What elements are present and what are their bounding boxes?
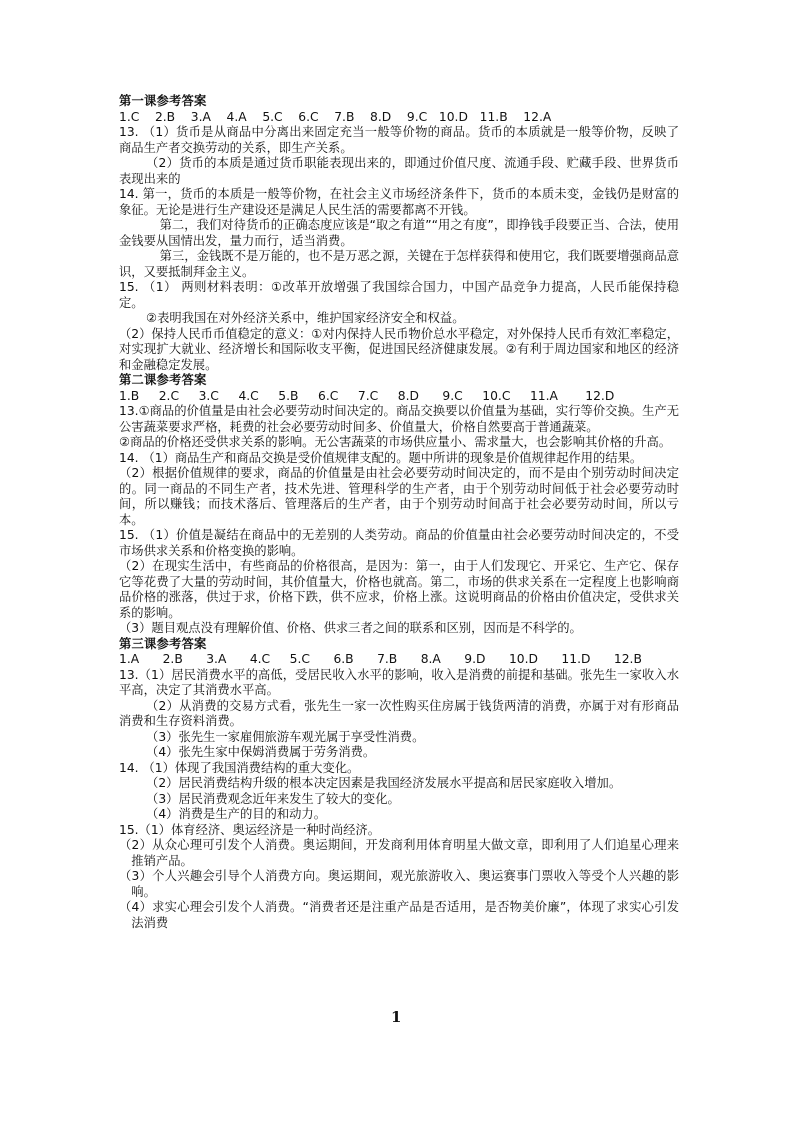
lesson3-q14-4: （4）消费是生产的目的和动力。 <box>146 807 327 821</box>
lesson2-q13-2: ②商品的价格还受供求关系的影响。无公害蔬菜的市场供应量小、需求量大，也会影响其价格的升高。 <box>119 435 672 449</box>
lesson1-q14-1: 14. 第一，货币的本质是一般等价物，在社会主义市场经济条件下，货币的本质未变，金钱仍是财富的象征。无论是进行生产建设还是满足人民生活的需要都离不开钱。 <box>119 187 679 217</box>
lesson2-q15-1: 15. （1）价值是凝结在商品中的无差别的人类劳动。商品的价值量由社会必要劳动时间决定的，不受市场供求关系和价格变换的影响。 <box>119 528 679 558</box>
lesson1-heading: 第一课参考答案 <box>119 94 207 108</box>
lesson3-q13-3: （3）张先生一家雇佣旅游车观光属于享受性消费。 <box>146 729 425 744</box>
lesson3-q14-3: （3）居民消费观念近年来发生了较大的变化。 <box>146 791 400 806</box>
lesson3-q13-1: 13.（1）居民消费水平的高低，受居民收入水平的影响，收入是消费的前提和基础。张先生一家收入水平高，决定了其消费水平高。 <box>119 667 679 697</box>
lesson3-q13-4: （4）张先生家中保姆消费属于劳务消费。 <box>146 745 376 759</box>
lesson1-q15-1b: ②表明我国在对外经济关系中，维护国家经济安全和权益。 <box>146 311 465 325</box>
lesson3-q15-4: （4）求实心理会引发个人消费。“消费者还是注重产品是否适用，是否物美价廉”，体现了求实心引发法消费 <box>119 900 679 930</box>
lesson3-heading: 第三课参考答案 <box>119 636 207 651</box>
lesson3-choice-answers: 1.A 2.B 3.A 4.C 5.C 6.B 7.B 8.A 9.D 10.D 11.D 12.B <box>119 652 642 666</box>
lesson1-choice-answers: 1.C 2.B 3.A 4.A 5.C 6.C 7.B 8.D 9.C 10.D 11.B 12.A <box>119 109 552 124</box>
lesson2-heading: 第二课参考答案 <box>119 373 207 387</box>
lesson1-q15-1: 15. （1） 两则材料表明：①改革开放增强了我国综合国力，中国产品竞争力提高，人民币能保持稳定。 <box>119 280 679 310</box>
lesson3-q15-1: 15.（1）体育经济、奥运经济是一种时尚经济。 <box>119 822 381 837</box>
page-number: 1 <box>391 1008 402 1026</box>
lesson1-q14-2: 第二，我们对待货币的正确态度应该是“取之有道”“用之有度”，即挣钱手段要正当、合法，使用金钱要从国情出发，量力而行，适当消费。 <box>119 218 679 248</box>
lesson1-q13-2: （2）货币的本质是通过货币职能表现出来的，即通过价值尺度、流通手段、贮藏手段、世界货币表现出来的 <box>119 156 679 186</box>
lesson1-q15-2: （2）保持人民币币值稳定的意义：①对内保持人民币物价总水平稳定，对外保持人民币有效汇率稳定，对实现扩大就业、经济增长和国际收支平衡，促进国民经济健康发展。②有利于周边国家和地区的经济和金融稳定发展。 <box>119 326 679 372</box>
lesson3-q13-2: （2）从消费的交易方式看，张先生一家一次性购买住房属于钱货两清的消费，亦属于对有形商品消费和生存资料消费。 <box>119 698 679 728</box>
lesson3-q15-2: （2）从众心理可引发个人消费。奥运期间，开发商利用体育明星大做文章，即利用了人们追星心理来推销产品。 <box>119 838 679 868</box>
lesson2-q14-2: （2）根据价值规律的要求，商品的价值量是由社会必要劳动时间决定的，而不是由个别劳动时间决定的。同一商品的不同生产者，技术先进、管理科学的生产者，由于个别劳动时间低于社会必要劳动时间，所以赚钱；而技术落后、管理落后的生产者，由于个别劳动时间高于社会必要劳动时间，所以亏本。 <box>119 466 679 527</box>
lesson2-choice-answers: 1.B 2.C 3.C 4.C 5.B 6.C 7.C 8.D 9.C 10.C 11.A 12.D <box>119 388 615 403</box>
lesson2-q15-3: （3）题目观点没有理解价值、价格、供求三者之间的联系和区别，因而是不科学的。 <box>119 621 582 635</box>
lesson3-q14-1: 14. （1）体现了我国消费结构的重大变化。 <box>119 760 360 775</box>
lesson1-q13-1: 13. （1）货币是从商品中分离出来固定充当一般等价物的商品。货币的本质就是一般等价物，反映了商品生产者交换劳动的关系，即生产关系。 <box>119 125 679 155</box>
lesson3-q14-2: （2）居民消费结构升级的根本决定因素是我国经济发展水平提高和居民家庭收入增加。 <box>146 776 622 790</box>
lesson3-q15-3: （3）个人兴趣会引导个人消费方向。奥运期间，观光旅游收入、奥运赛事门票收入等受个人兴趣的影响。 <box>119 869 679 899</box>
answer-document <box>119 94 679 931</box>
lesson2-q14-1: 14. （1）商品生产和商品交换是受价值规律支配的。题中所讲的现象是价值规律起作用的结果。 <box>119 450 643 465</box>
lesson2-q13-1: 13.①商品的价值量是由社会必要劳动时间决定的。商品交换要以价值量为基础，实行等价交换。生产无公害蔬菜要求严格，耗费的社会必要劳动时间多、价值量大，价格自然要高于普通蔬菜。 <box>119 404 679 434</box>
lesson1-q14-3: 第三，金钱既不是万能的，也不是万恶之源，关键在于怎样获得和使用它，我们既要增强商品意识，又要抵制拜金主义。 <box>119 249 679 279</box>
lesson2-q15-2: （2）在现实生活中，有些商品的价格很高，是因为：第一，由于人们发现它、开采它、生产它、保存它等花费了大量的劳动时间，其价值量大，价格也就高。第二，市场的供求关系在一定程度上也影响商品价格的涨落，供过于求，价格下跌，供不应求，价格上涨。这说明商品的价格由价值决定，受供求关系的影响。 <box>119 559 679 620</box>
